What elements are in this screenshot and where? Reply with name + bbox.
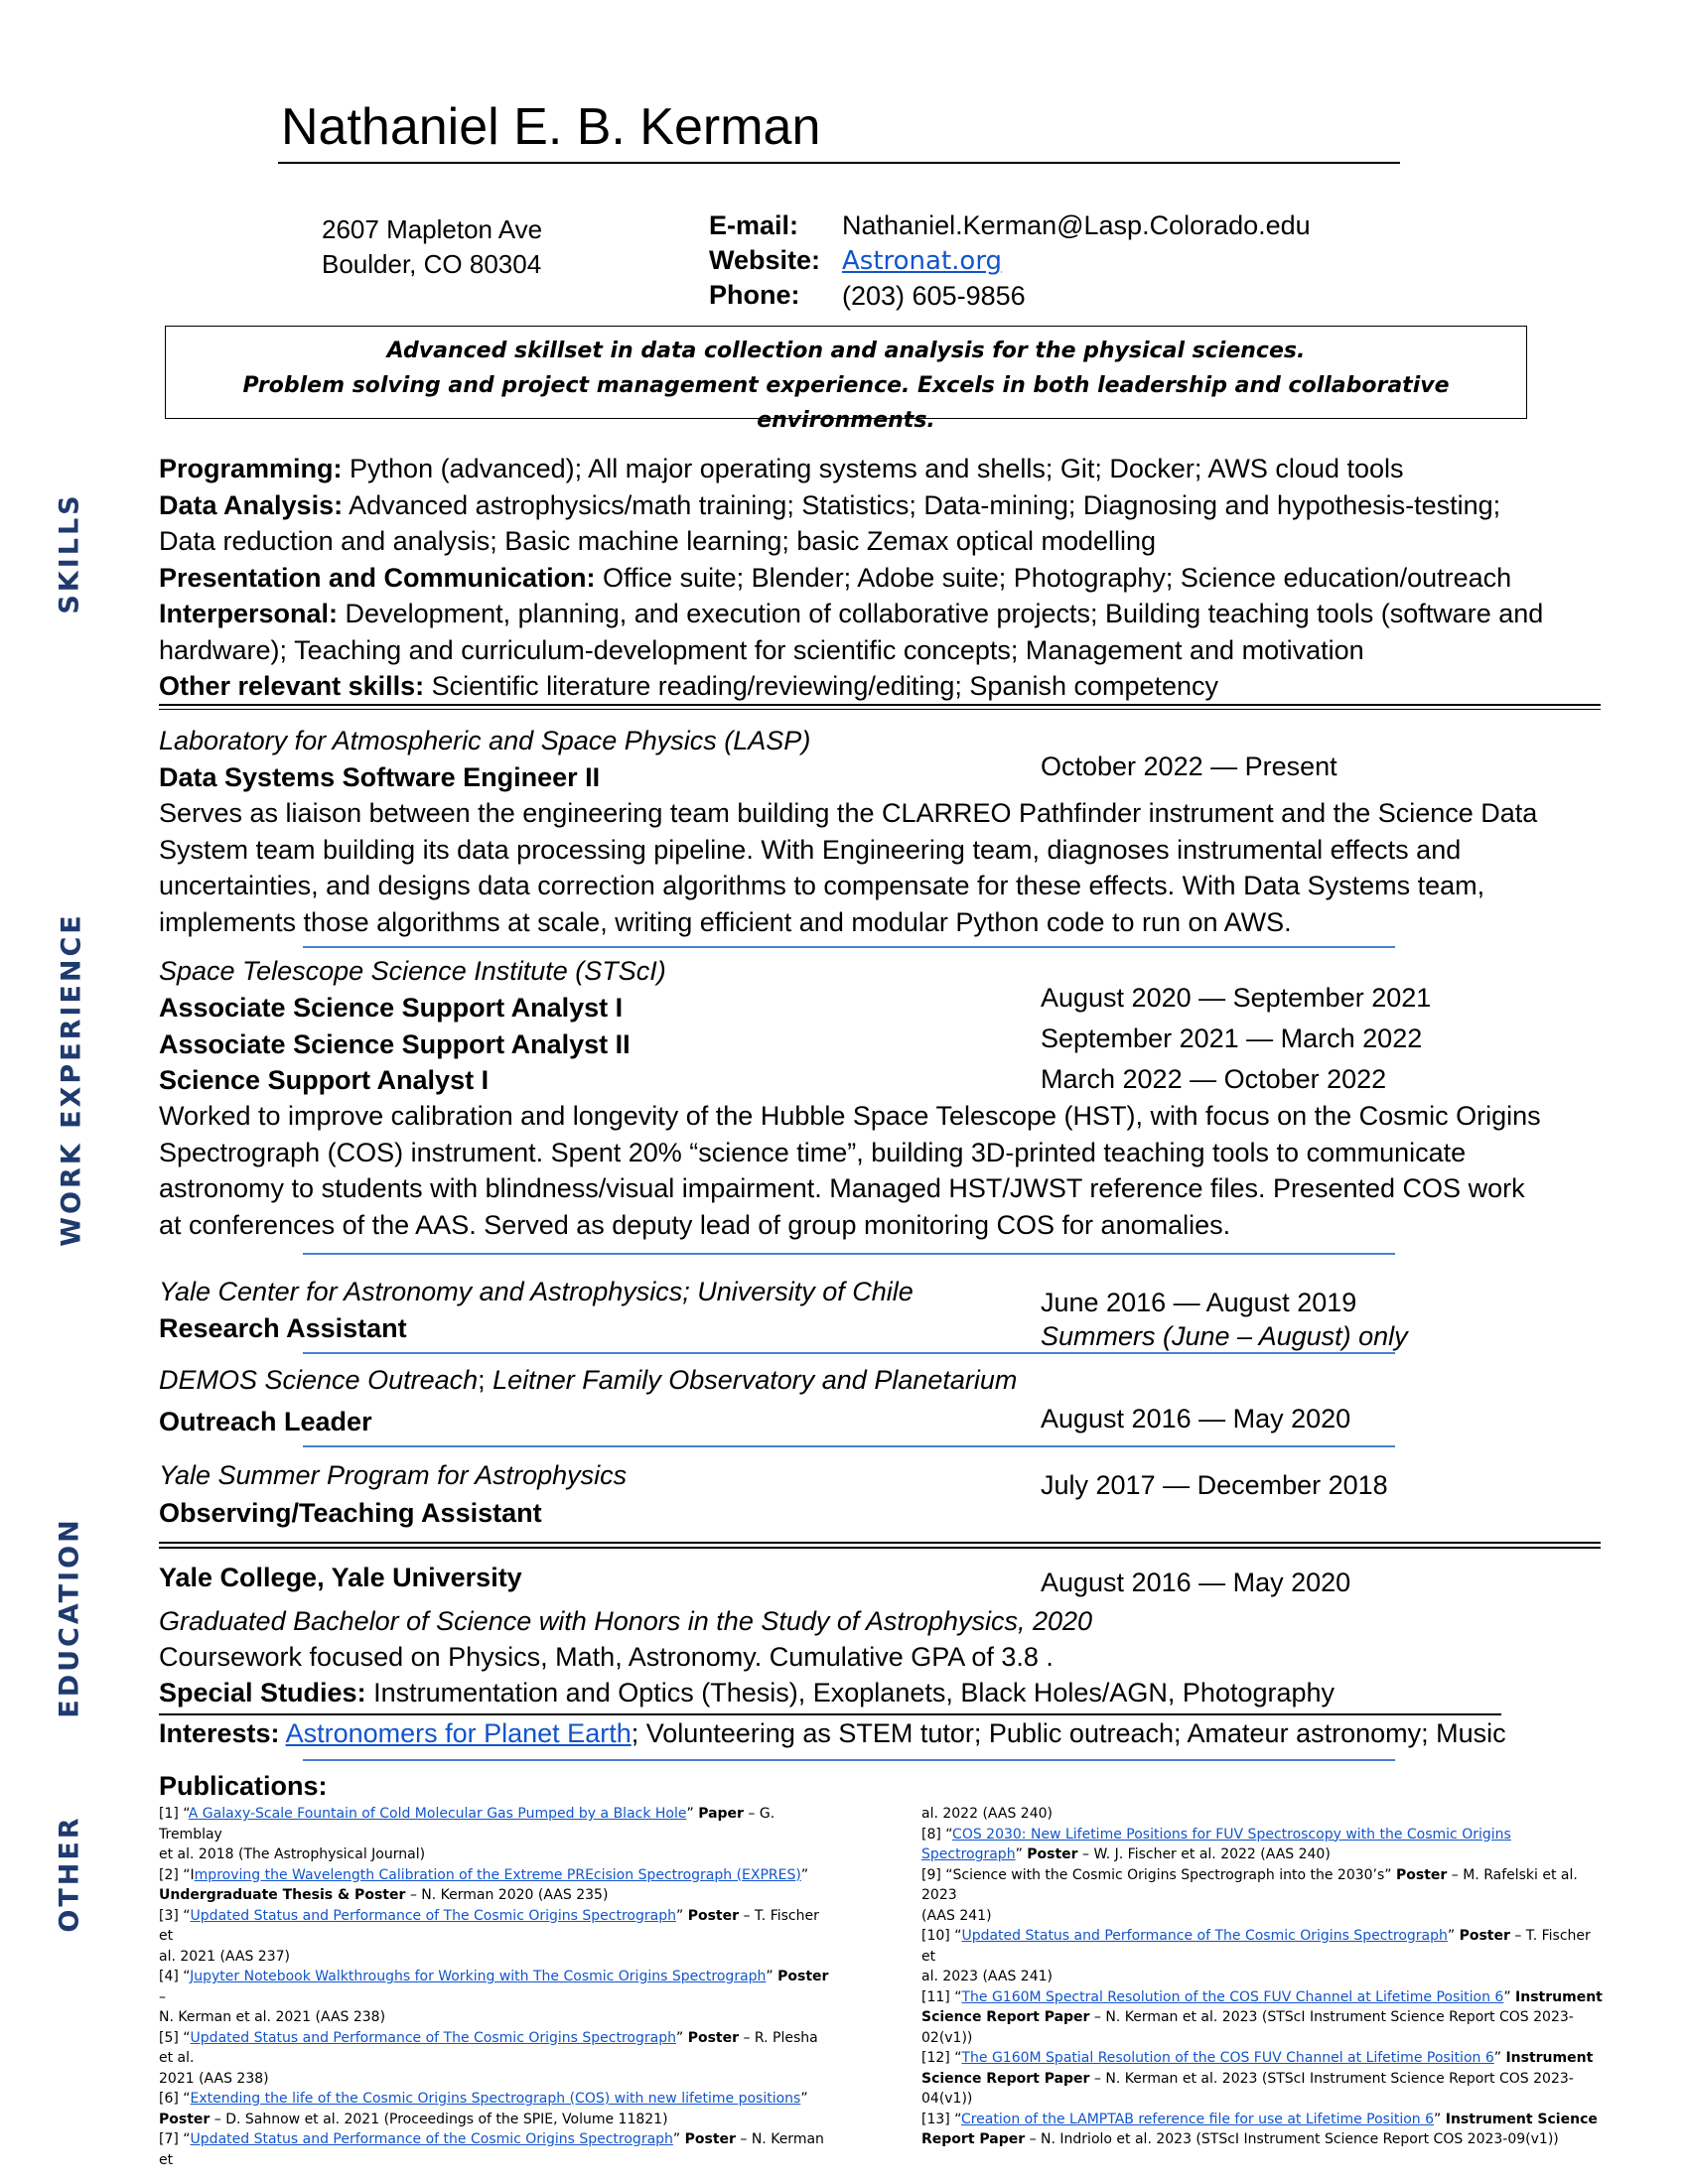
publications-right [921,1804,1607,2150]
publication-link[interactable]: The G160M Spatial Resolution of the COS FUV Channel at Lifetime Position 6 [961,2050,1494,2066]
publication-item: al. 2022 (AAS 240) [921,1806,1053,1822]
job-dates-stsci-3: March 2022 — October 2022 [1041,1064,1387,1094]
section-divider [159,709,1601,710]
interests [159,1715,1506,1752]
job-title-stsci-1: Associate Science Support Analyst I [159,993,624,1023]
job-org-demos [159,1362,1017,1399]
desc-line: Worked to improve calibration and longevity of the Hubble Space Telescope (HST), with focus on the Cosmic Origins [159,1101,1541,1131]
separator-rule [303,1759,1395,1761]
skill-presentation-label: Presentation and Communication: [159,562,596,593]
skill-presentation: Office suite; Blender; Adobe suite; Photography; Science education/outreach [595,562,1512,593]
org-leitner: Leitner Family Observatory and Planetarium [492,1365,1018,1395]
address [322,212,542,282]
job-dates-summer: July 2017 — December 2018 [1041,1470,1388,1500]
publication-item: [4] “Jupyter Notebook Walkthroughs for Working with The Cosmic Origins Spectrograph” Poster – N. Kerman et al. 2021 (AAS 238) [159,1969,829,2025]
section-divider [159,1542,1601,1544]
section-label-education: EDUCATION [54,1517,85,1718]
job-title-lasp: Data Systems Software Engineer II [159,762,601,792]
skill-data-cont: Data reduction and analysis; Basic machine learning; basic Zemax optical modelling [159,526,1157,556]
education-degree: Graduated Bachelor of Science with Honors in the Study of Astrophysics, 2020 [159,1606,1093,1636]
skill-interpersonal: Development, planning, and execution of collaborative projects; Building teaching tools (software and [338,599,1544,628]
summary-line-2: Problem solving and project management experience. Excels in both leadership and collaborative environments. [242,373,1450,433]
separator-rule [303,1352,1395,1354]
job-dates-lasp: October 2022 — Present [1041,751,1337,781]
desc-line: Spectrograph (COS) instrument. Spent 20% “science time”, building 3D-printed teaching tools to communicate [159,1137,1467,1167]
summary-box [165,326,1527,433]
publication-link[interactable]: Updated Status and Performance of The Cosmic Origins Spectrograph [190,2029,676,2046]
job-title-stsci-3: Science Support Analyst I [159,1065,490,1095]
website-link[interactable]: Astronat.org [842,246,1003,276]
job-note-yale-center: Summers (June – August) only [1041,1321,1408,1351]
skill-other: Scientific literature reading/reviewing/editing; Spanish competency [424,671,1219,701]
publications-heading: Publications: [159,1771,328,1801]
publication-item: [7] “Updated Status and Performance of the Cosmic Origins Spectrograph” Poster – N. Kerman et [159,2131,824,2168]
contact-labels [709,208,820,313]
phone-label: Phone: [709,280,800,310]
org-separator: ; [478,1365,493,1395]
education-coursework: Coursework focused on Physics, Math, Astronomy. Cumulative GPA of 3.8 . [159,1642,1054,1672]
publication-link[interactable]: Updated Status and Performance of the Cosmic Origins Spectrograph [190,2131,673,2147]
publication-item: [6] “Extending the life of the Cosmic Origins Spectrograph (COS) with new lifetime positions” Poster – D. Sahnow et al. 2021 (Proceedings of the SPIE, Volume 11821) [159,2091,808,2127]
publication-item: [9] “Science with the Cosmic Origins Spectrograph into the 2030’s” Poster – M. Rafelski et al. 2023 (AAS 241) [921,1866,1578,1924]
job-desc-stsci [159,1098,1609,1243]
job-dates-stsci-1: August 2020 — September 2021 [1041,983,1432,1013]
special-value: Instrumentation and Optics (Thesis), Exoplanets, Black Holes/AGN, Photography [365,1678,1336,1707]
publication-link[interactable]: A Galaxy-Scale Fountain of Cold Molecular Gas Pumped by a Black Hole [188,1806,687,1822]
job-org-stsci: Space Telescope Science Institute (STScI) [159,956,666,986]
publications-left [159,1804,834,2170]
publication-item: [3] “Updated Status and Performance of The Cosmic Origins Spectrograph” Poster – T. Fischer et al. 2021 (AAS 237) [159,1907,819,1965]
desc-line: uncertainties, and designs data correction algorithms to compensate for these effects. With Data Systems team, [159,871,1485,900]
job-title-demos: Outreach Leader [159,1407,372,1436]
section-label-other: OTHER [54,1815,85,1933]
job-org-summer: Yale Summer Program for Astrophysics [159,1460,628,1490]
name-underline [278,162,1400,164]
publication-link[interactable]: Spectrograph [921,1846,1016,1862]
separator-rule [303,1445,1395,1447]
interests-link[interactable]: Astronomers for Planet Earth [285,1718,632,1748]
skill-programming-label: Programming: [159,454,343,483]
publication-link[interactable]: Extending the life of the Cosmic Origins Spectrograph (COS) with new lifetime positions [190,2091,801,2107]
publication-item: [12] “The G160M Spatial Resolution of the COS FUV Channel at Lifetime Position 6” Instrument Science Report Paper – N. Kerman et al. 2023 (STScI Instrument Science Report COS 2023-04(v1)) [921,2050,1594,2107]
desc-line: at conferences of the AAS. Served as deputy lead of group monitoring COS for anomalies. [159,1209,1231,1240]
job-org-lasp: Laboratory for Atmospheric and Space Physics (LASP) [159,726,811,755]
job-title-summer: Observing/Teaching Assistant [159,1498,542,1528]
skill-other-label: Other relevant skills: [159,671,425,701]
website-label: Website: [709,245,821,275]
email-label: E-mail: [709,210,799,240]
skill-interpersonal-label: Interpersonal: [159,599,339,628]
job-dates-yale-center: June 2016 — August 2019 [1041,1288,1357,1317]
publication-link[interactable]: Updated Status and Performance of The Cosmic Origins Spectrograph [190,1907,676,1924]
skill-programming: Python (advanced); All major operating systems and shells; Git; Docker; AWS cloud tools [342,454,1404,483]
skills-block [159,451,1609,705]
publication-item: [8] “COS 2030: New Lifetime Positions for FUV Spectroscopy with the Cosmic Origins Spectrograph” Poster – W. J. Fischer et al. 2022 (AAS 240) [921,1826,1511,1862]
publication-item: [1] “A Galaxy-Scale Fountain of Cold Molecular Gas Pumped by a Black Hole” Paper – G. Tremblay et al. 2018 (The Astrophysical Journal) [159,1806,775,1862]
separator-rule [303,946,1395,948]
skill-interpersonal-cont: hardware); Teaching and curriculum-development for scientific concepts; Management and motivation [159,634,1364,665]
publication-link[interactable]: Updated Status and Performance of The Cosmic Origins Spectrograph [961,1928,1448,1944]
publication-item: [2] “Improving the Wavelength Calibration of the Extreme PREcision Spectrograph (EXPRES)” Undergraduate Thesis & Poster – N. Kerman 2020 (AAS 235) [159,1866,809,1903]
education-dates: August 2016 — May 2020 [1041,1568,1351,1597]
interests-label: Interests: [159,1718,280,1748]
interests-rest: ; Volunteering as STEM tutor; Public outreach; Amateur astronomy; Music [631,1718,1506,1748]
special-label: Special Studies: [159,1678,366,1707]
address-line-1: 2607 Mapleton Ave [322,214,543,244]
publication-item: [11] “The G160M Spectral Resolution of the COS FUV Channel at Lifetime Position 6” Instrument Science Report Paper – N. Kerman et al. 2023 (STScI Instrument Science Report COS 2023-02(v1)) [921,1988,1603,2046]
publication-link[interactable]: Jupyter Notebook Walkthroughs for Working with The Cosmic Origins Spectrograph [190,1969,767,1984]
publication-link[interactable]: COS 2030: New Lifetime Positions for FUV Spectroscopy with the Cosmic Origins [952,1826,1511,1843]
publication-item: [13] “Creation of the LAMPTAB reference file for use at Lifetime Position 6” Instrument Science Report Paper – N. Indriolo et al. 2023 (STScI Instrument Science Report COS 2023-09(v1)) [921,2111,1598,2147]
phone-value: (203) 605-9856 [842,281,1026,311]
job-org-yale-center: Yale Center for Astronomy and Astrophysics; University of Chile [159,1277,914,1306]
summary-line-1: Advanced skillset in data collection and analysis for the physical sciences. [386,339,1306,363]
skill-data-label: Data Analysis: [159,489,344,520]
desc-line: astronomy to students with blindness/visual impairment. Managed HST/JWST reference files. Presented COS work [159,1173,1525,1203]
desc-line: System team building its data processing pipeline. With Engineering team, diagnoses instrumental effects and [159,834,1462,865]
job-dates-demos: August 2016 — May 2020 [1041,1404,1351,1433]
job-desc-lasp [159,795,1609,940]
resume-name: Nathaniel E. B. Kerman [281,98,821,156]
separator-rule [303,1253,1395,1255]
education-school: Yale College, Yale University [159,1563,522,1592]
section-divider [159,704,1601,706]
desc-line: Serves as liaison between the engineering team building the CLARREO Pathfinder instrument and the Science Data [159,798,1538,828]
org-demos: DEMOS Science Outreach [159,1365,479,1395]
email-value: Nathaniel.Kerman@Lasp.Colorado.edu [842,210,1311,240]
job-dates-stsci-2: September 2021 — March 2022 [1041,1024,1423,1053]
skill-data: Advanced astrophysics/math training; Statistics; Data-mining; Diagnosing and hypothesis-testing; [343,489,1501,520]
publication-link[interactable]: mproving the Wavelength Calibration of the Extreme PREcision Spectrograph (EXPRES) [194,1866,801,1883]
publication-link[interactable]: The G160M Spectral Resolution of the COS FUV Channel at Lifetime Position 6 [961,1988,1504,2005]
publication-item: [10] “Updated Status and Performance of The Cosmic Origins Spectrograph” Poster – T. Fischer et al. 2023 (AAS 241) [921,1928,1591,1984]
desc-line: implements those algorithms at scale, writing efficient and modular Python code to run on AWS. [159,906,1292,937]
address-line-2: Boulder, CO 80304 [322,249,542,279]
section-divider [159,1547,1601,1549]
contact-values [842,208,1311,314]
section-label-work-experience: WORK EXPERIENCE [56,912,87,1247]
education-special [159,1675,1335,1711]
job-title-yale-center: Research Assistant [159,1313,407,1343]
publication-item: [5] “Updated Status and Performance of The Cosmic Origins Spectrograph” Poster – R. Plesha et al. 2021 (AAS 238) [159,2029,818,2087]
job-title-stsci-2: Associate Science Support Analyst II [159,1029,631,1059]
section-label-skills: SKILLS [54,492,85,614]
publication-link[interactable]: Creation of the LAMPTAB reference file for use at Lifetime Position 6 [960,2111,1435,2127]
